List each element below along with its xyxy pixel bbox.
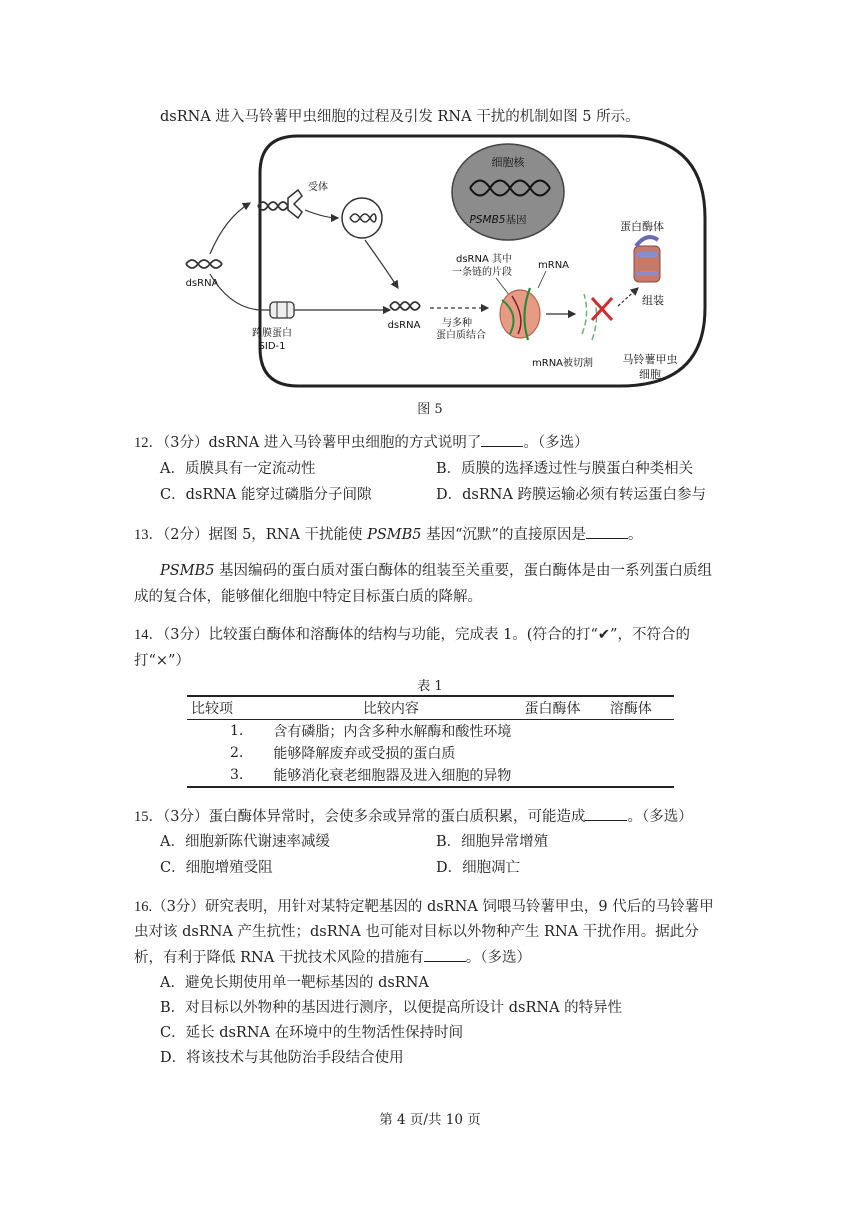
proteasome-label: 蛋白酶体: [620, 220, 664, 233]
q16-option-d: D．将该技术与其他防治手段结合使用: [160, 1050, 404, 1066]
q15-option-c: C．细胞增殖受阻: [160, 860, 273, 876]
row-content: 含有磷脂；内含多种水解酶和酸性环境: [273, 724, 512, 740]
q12-number: 12．: [134, 435, 163, 451]
dsrna-inside-label: dsRNA: [387, 320, 421, 331]
q15-option-b: B．细胞异常增殖: [436, 834, 549, 850]
receptor-icon: [288, 190, 302, 218]
para-line-1-text: 基因编码的蛋白质对蛋白酶体的组装至关重要，蛋白酶体是由一系列蛋白质组: [214, 563, 713, 579]
table-header-row: [187, 696, 674, 720]
figure-5-diagram: [180, 128, 710, 390]
q15-stem: [134, 806, 693, 827]
dsrna-inside-icon: [390, 302, 420, 310]
q12-stem-post: 。（多选）: [523, 435, 589, 451]
q16-line-1: [134, 897, 714, 917]
q13-stem-pre: （2分）据图 5，RNA 干扰能使: [163, 527, 368, 543]
figure-5-caption: 图 5: [417, 402, 443, 417]
lysosome-answer-cell[interactable]: [606, 720, 674, 743]
table-row: [187, 742, 674, 764]
header-compare-content: 比较内容: [261, 696, 520, 720]
q12-option-d: D．dsRNA 跨膜运输必须有转运蛋白参与: [436, 487, 707, 503]
q13-number: 13．: [134, 527, 163, 543]
lysosome-answer-cell[interactable]: [606, 742, 674, 764]
q14-line-2: 打“×”）: [134, 653, 190, 669]
q15-answer-blank[interactable]: [585, 806, 627, 821]
header-lysosome: 溶酶体: [606, 696, 674, 720]
table-row: [187, 720, 674, 743]
proteasome-icon: [634, 237, 660, 282]
assemble-label: 组装: [642, 294, 664, 307]
proteasome-answer-cell[interactable]: [521, 764, 606, 787]
channel-label-2: SID-1: [258, 341, 286, 352]
q12-option-b: B．质膜的选择透过性与膜蛋白种类相关: [436, 461, 694, 477]
q16-line-3-post: 。（多选）: [465, 950, 532, 966]
svg-text:PSMB5基因: [470, 213, 527, 226]
table-1-title: 表 1: [417, 679, 443, 694]
header-proteasome: 蛋白酶体: [521, 696, 606, 720]
dsrna-left-label: dsRNA: [185, 278, 219, 289]
gene-suffix-label: 基因: [505, 214, 527, 226]
para-line-1: [160, 561, 712, 581]
gene-italic-label: PSMB5: [469, 214, 506, 226]
row-number: 2.: [230, 745, 244, 761]
bind-label-2: 蛋白质结合: [436, 330, 486, 341]
q15-option-d: D．细胞凋亡: [436, 860, 521, 876]
mrna-cut-label: mRNA被切割: [532, 358, 594, 369]
q12-option-a: A．质膜具有一定流动性: [160, 461, 316, 477]
q16-line-3: [134, 947, 531, 968]
q14-line-1: [134, 625, 690, 645]
proteasome-answer-cell[interactable]: [521, 742, 606, 764]
header-compare-item: 比较项: [187, 696, 261, 720]
bind-label-1: 与多种: [442, 318, 472, 329]
intro-text: dsRNA 进入马铃薯甲虫细胞的过程及引发 RNA 干扰的机制如图 5 所示。: [160, 109, 640, 125]
q16-option-c: C．延长 dsRNA 在环境中的生物活性保持时间: [160, 1025, 464, 1041]
q14-line-1-text: （3分）比较蛋白酶体和溶酶体的结构与功能，完成表 1。(符合的打“✔”，不符合的: [163, 627, 690, 643]
proteasome-answer-cell[interactable]: [521, 720, 606, 743]
q16-line-1-text: （3分）研究表明，用针对某特定靶基因的 dsRNA 饲喂马铃薯甲虫，9 代后的马铃薯甲: [152, 899, 714, 915]
para-line-2: 成的复合体，能够催化细胞中特定目标蛋白质的降解。: [134, 589, 482, 605]
q16-line-2: 虫对该 dsRNA 产生抗性；dsRNA 也可能对目标以外物种产生 RNA 干扰作用。据此分: [134, 924, 699, 940]
page-footer: 第 4 页/共 10 页: [379, 1112, 481, 1128]
q13-gene: PSMB5: [367, 527, 422, 543]
cell-label-1: 马铃薯甲虫: [622, 353, 678, 366]
lysosome-answer-cell[interactable]: [606, 764, 674, 787]
q16-answer-blank[interactable]: [424, 947, 466, 962]
q16-option-b: B．对目标以外物种的基因进行测序，以便提高所设计 dsRNA 的特异性: [160, 1000, 623, 1016]
dsrna-outside-icon: [186, 260, 222, 268]
q13-stem-mid: 基因“沉默”的直接原因是: [421, 527, 586, 543]
row-content: 能够降解废弃或受损的蛋白质: [273, 746, 456, 762]
q15-stem-pre: （3分）蛋白酶体异常时，会使多余或异常的蛋白质积累，可能造成: [163, 809, 586, 825]
para-gene: PSMB5: [160, 563, 215, 579]
q15-number: 15．: [134, 809, 163, 825]
fragment-label-1: dsRNA 其中: [456, 254, 513, 265]
q16-number: 16.: [134, 899, 153, 915]
q16-option-a: A．避免长期使用单一靶标基因的 dsRNA: [160, 975, 429, 991]
cell-label-2: 细胞: [639, 368, 661, 381]
table-row: [187, 764, 674, 787]
q15-stem-post: 。（多选）: [627, 809, 693, 825]
q12-stem-pre: （3分）dsRNA 进入马铃薯甲虫细胞的方式说明了: [163, 435, 482, 451]
q14-number: 14．: [134, 627, 163, 643]
q13-stem: [134, 524, 642, 545]
dsrna-receptor-icon: [258, 202, 288, 210]
mrna-label: mRNA: [538, 260, 570, 271]
row-number: 3.: [187, 764, 261, 787]
row-number: 1.: [230, 723, 244, 739]
fragment-label-2: 一条链的片段: [452, 267, 512, 278]
q15-option-a: A．细胞新陈代谢速率减缓: [160, 834, 330, 850]
block-cross-icon: [592, 298, 612, 320]
sid1-channel-icon: [270, 302, 294, 318]
receptor-label: 受体: [308, 182, 328, 193]
q12-option-c: C．dsRNA 能穿过磷脂分子间隙: [160, 487, 372, 503]
q13-answer-blank[interactable]: [586, 524, 628, 539]
q13-stem-post: 。: [627, 527, 643, 543]
q12-answer-blank[interactable]: [481, 432, 523, 447]
q16-line-3-pre: 析，有利于降低 RNA 干扰技术风险的措施有: [134, 950, 424, 966]
row-content: 能够消化衰老细胞器及进入细胞的异物: [261, 764, 520, 787]
table-1: [187, 695, 674, 788]
nucleus-label: 细胞核: [491, 156, 525, 169]
channel-label-1: 跨膜蛋白: [252, 328, 292, 339]
q12-stem: [134, 432, 589, 453]
